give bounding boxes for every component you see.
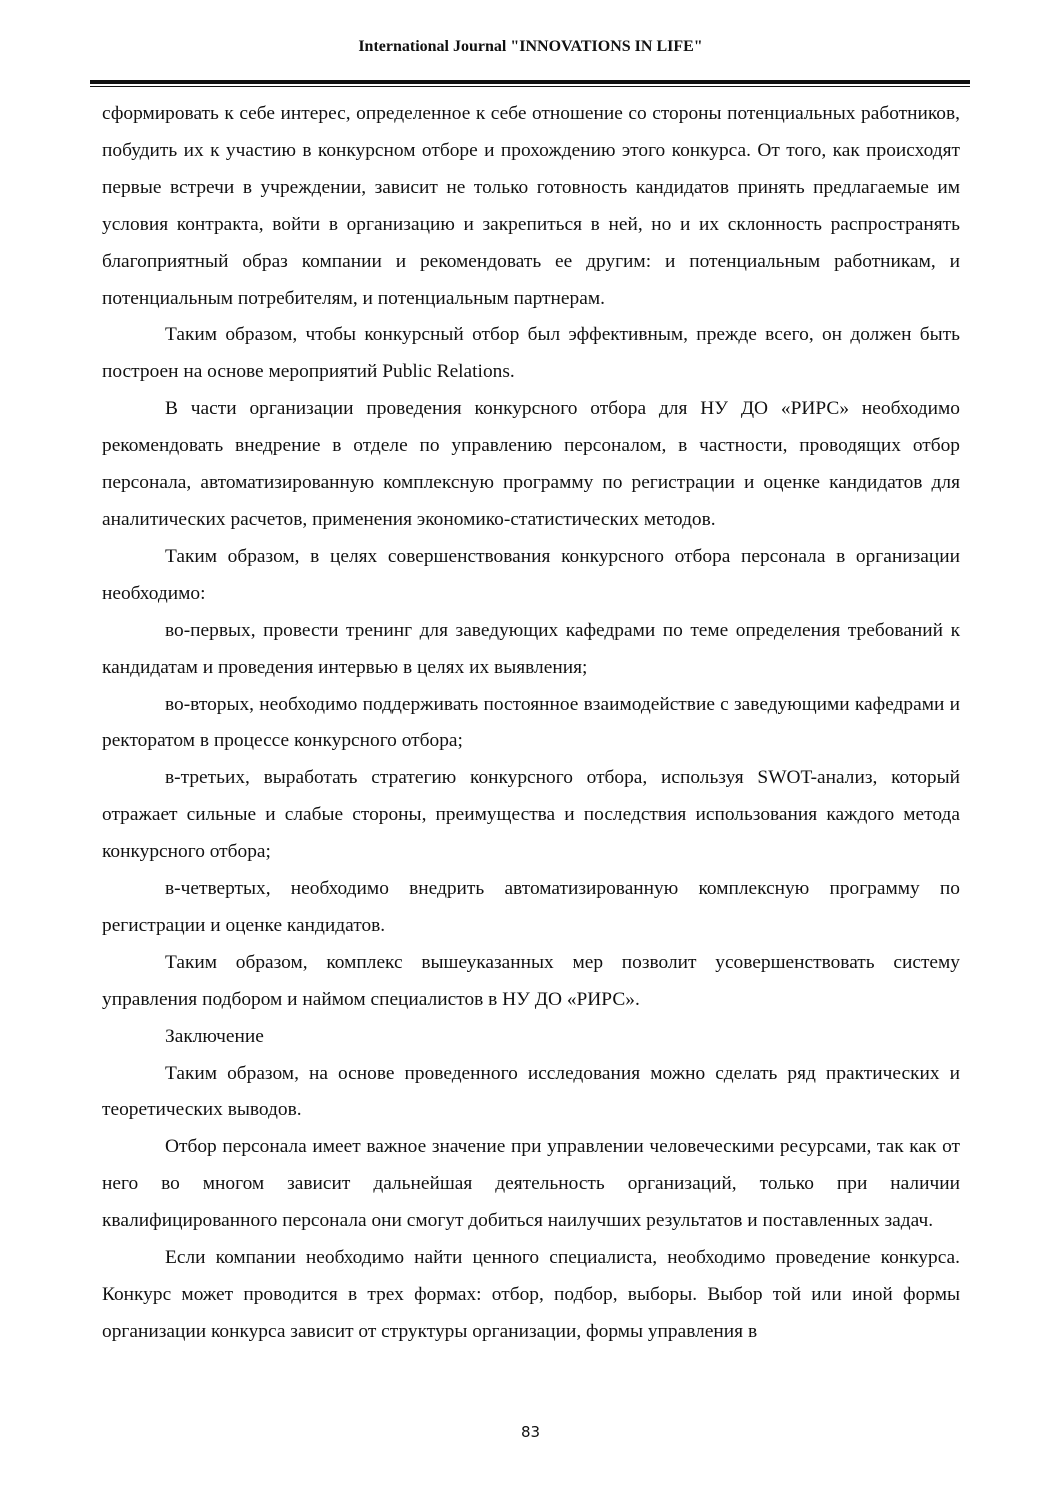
paragraph: Отбор персонала имеет важное значение при управлении человеческими ресурсами, так как от него во многом зависит дальнейшая деятельность организаций, только при наличии квалифицированного персонала они смогут добиться наилучших результатов и поставленных задач. — [102, 1136, 960, 1232]
header-rule-thin — [90, 86, 970, 87]
paragraph: Таким образом, комплекс вышеуказанных мер позволит усовершенствовать систему управления подбором и наймом специалистов в НУ ДО «РИРС». — [102, 951, 960, 1010]
header-rule-thick — [90, 80, 970, 84]
list-item: в-третьих, выработать стратегию конкурсного отбора, используя SWOT-анализ, который отражает сильные и слабые стороны, преимущества и последствия использования каждого метода конкурсного отбора; — [102, 767, 960, 863]
section-heading: Заключение — [165, 1025, 264, 1047]
paragraph: Таким образом, на основе проведенного исследования можно сделать ряд практических и теоретических выводов. — [102, 1062, 960, 1121]
list-item: во-первых, провести тренинг для заведующих кафедрами по теме определения требований к кандидатам и проведения интервью в целях их выявления; — [102, 619, 960, 678]
list-item: в-четвертых, необходимо внедрить автоматизированную комплексную программу по регистрации и оценке кандидатов. — [102, 878, 960, 936]
paragraph: Если компании необходимо найти ценного специалиста, необходимо проведение конкурса. Конкурс может проводится в трех формах: отбор, подбор, выборы. Выбор той или иной формы организации конкурса зависит от структуры организации, формы управления в — [102, 1247, 960, 1342]
journal-title: International Journal "INNOVATIONS IN LIFE" — [358, 38, 703, 55]
paragraph: В части организации проведения конкурсного отбора для НУ ДО «РИРС» необходимо рекомендовать внедрение в отделе по управлению персоналом, в частности, проводящих отбор персонала, автоматизированную комплексную программу по регистрации и оценке кандидатов для аналитических расчетов, применения экономико-статистических методов. — [102, 398, 960, 530]
paragraph: Таким образом, чтобы конкурсный отбор был эффективным, прежде всего, он должен быть построен на основе мероприятий Public Relations. — [102, 324, 960, 383]
paragraph: Таким образом, в целях совершенствования конкурсного отбора персонала в организации необходимо: — [102, 545, 960, 604]
list-item: во-вторых, необходимо поддерживать постоянное взаимодействие с заведующими кафедрами и ректоратом в процессе конкурсного отбора; — [102, 693, 960, 752]
article-body — [102, 96, 960, 1351]
page-number: 83 — [520, 1423, 541, 1441]
paragraph-continuation: сформировать к себе интерес, определенное к себе отношение со стороны потенциальных работников, побудить их к участию в конкурсном отборе и прохождению этого конкурса. От того, как происходят первые встречи в учреждении, зависит не только готовность кандидатов принять предлагаемые им условия контракта, войти в организацию и закрепиться в ней, но и их склонность распространять благоприятный образ компании и рекомендовать ее другим: и потенциальным работникам, и потенциальным потребителям, и потенциальным партнерам. — [102, 103, 960, 309]
